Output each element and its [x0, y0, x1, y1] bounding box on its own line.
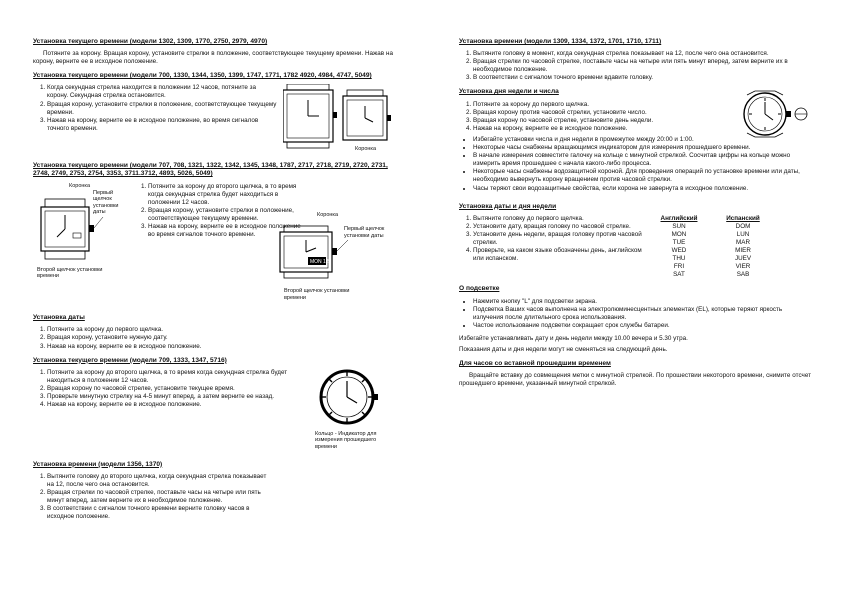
section-heading: Установка времени (модели 1356, 1370): [33, 460, 163, 468]
section-body: Потяните за корону. Вращая корону, установите стрелки в положение, соответствующее текущему времени. Нажав на корону, верните ее в исходное положение.: [33, 50, 393, 66]
bezel-caption: Кольцо - Индикатор для измерения прошедшего времени: [315, 430, 377, 450]
list-item: 1. Потяните за корону до первого щелчка.: [473, 101, 721, 109]
day-date-window: MON 12: [310, 259, 329, 266]
list-item: 3. В соответствии с сигналом точного времени вдавите головку.: [473, 74, 811, 82]
list-item: 2. Вращая корону, установите нужную дату.: [47, 334, 393, 342]
day-es: JUEV: [734, 255, 752, 263]
list-item: • Некоторые часы снабжены водозащитной короной. Для проведения операций по установке времени или даты, необходимо вывернуть корону вращением против часовой стрелки.: [473, 168, 811, 184]
list-item: • Часы теряют свои водозащитные свойства, если корона не завернута в исходное положение.: [473, 185, 811, 193]
list-item: 3. Установите день недели, вращая головку против часовой стрелки.: [473, 231, 643, 247]
list-item: • Избегайте установки числа и дня недели в промежутке между 20:00 и 1:00.: [473, 136, 811, 144]
crown-label: Коронка: [317, 212, 339, 219]
day-en: WED: [671, 247, 687, 255]
day-es: MIER: [735, 247, 751, 255]
list-item: 1. Потяните за корону до второго щелчка, в то время когда секундная стрелка будет находиться в положении 12 часов.: [148, 183, 308, 207]
day-en: THU: [672, 255, 686, 263]
steps-list: [33, 84, 277, 153]
list-item: • В начале измерения совместите галочку на кольце с минутной стрелкой. Сосчитав цифры на кольце можно измерить время прошедшее с начала какого-либо процесса.: [473, 152, 811, 168]
list-item: • Частое использование подсветки сокращает срок службы батареи.: [473, 322, 811, 330]
notes-list: [459, 298, 811, 330]
list-item: 1. Потяните за корону до второго щелчка, в то время когда секундная стрелка будет находиться в положении 12 часов.: [47, 369, 309, 385]
day-es: VIER: [735, 263, 751, 271]
steps-list: [33, 473, 272, 522]
column-header-english: Английский: [660, 214, 698, 222]
watch-illustration: [283, 84, 393, 156]
diver-watch-icon: [319, 369, 379, 429]
rectangular-watch-icon: [278, 222, 358, 286]
day-es: SAB: [736, 271, 750, 279]
section-heading: Установка даты: [33, 314, 85, 322]
list-item: 4. Нажав на корону, верните ее в исходное положение.: [473, 125, 721, 133]
list-item: 1. Вытяните головку до первого щелчка.: [473, 215, 643, 223]
first-click-label: Первый щелчок установки даты: [93, 189, 119, 216]
square-watch-icon: [283, 84, 393, 156]
list-item: 4. Проверьте, на каком языке обозначены день, английском или испанском.: [473, 247, 643, 263]
day-en: SUN: [672, 222, 686, 230]
section-row: [459, 215, 811, 280]
day-es: DOM: [735, 222, 751, 230]
day-en: FRI: [673, 263, 685, 271]
list-item: 1. Вытяните головку до второго щелчка, когда секундная стрелка показывает на 12, после чего она остановится.: [47, 473, 272, 489]
round-watch-icon: [727, 89, 811, 139]
crown-label: Коронка: [69, 182, 91, 189]
section-heading: Установка текущего времени (модели 709, 1333, 1347, 5716): [33, 356, 227, 364]
notes-list: [459, 136, 811, 193]
section-body: Вращайте вставку до совмещения метки с минутной стрелкой. По прошествии некоторого времени, снимите отсчет прошедшего времени, указанный минутной стрелкой.: [459, 372, 811, 388]
list-item: 4. Нажав на корону, верните ее в исходное положение.: [47, 401, 309, 409]
day-es: MAR: [736, 238, 750, 246]
list-item: 1. Когда секундная стрелка находится в положении 12 часов, потяните за корону. Секундная стрелка остановится.: [47, 84, 277, 100]
section-heading: Установка даты и дня недели: [459, 202, 557, 210]
section-heading: Для часов со вставной прошедшим временем: [459, 360, 611, 368]
section-row: [33, 183, 393, 323]
list-item: 3. Нажав на корону, верните ее в исходное положение во время сигналов точного времени.: [148, 223, 308, 239]
day-en: SAT: [673, 271, 685, 279]
first-click-label: Первый щелчок установки даты: [344, 226, 385, 239]
section-row: [33, 369, 393, 459]
section-heading: О подсветке: [459, 285, 500, 293]
steps-list: [33, 326, 393, 350]
section-heading: Установка дня недели и числа: [459, 88, 559, 96]
watch-illustration: [33, 183, 128, 279]
list-item: 2. Установите дату, вращая головку по часовой стрелке.: [473, 223, 643, 231]
day-en: TUE: [672, 238, 686, 246]
second-click-label: Второй щелчок установки времени: [37, 266, 103, 280]
watch-illustration: [727, 89, 811, 133]
steps-list: [459, 50, 811, 82]
left-column: [33, 38, 393, 524]
list-item: 1. Потяните за корону до первого щелчка.: [47, 326, 393, 334]
list-item: • Некоторые часы снабжены вращающимся индикатором для измерения прошедшего времени.: [473, 144, 811, 152]
list-item: 2. Вращая корону, установите стрелки в положение, соответствующее текущему времени.: [148, 207, 308, 223]
list-item: • Подсветка Ваших часов выполнена на электролюминесцентных элементах (EL), которые теряют яркость излучения после длительного срока использования.: [473, 306, 811, 322]
list-item: 2. Вращая корону против часовой стрелки, установите число.: [473, 109, 721, 117]
section-heading: Установка текущего времени (модели 700, 1330, 1344, 1350, 1399, 1747, 1771, 1782 4920, 4984, 4747, 5049): [33, 72, 372, 80]
note-text: Показания даты и дня недели могут не сменяться на следующий день.: [459, 346, 668, 353]
list-item: 3. Проверьте минутную стрелку на 4-5 минут вперед, а затем верните ее назад.: [47, 393, 309, 401]
list-item: • Нажмите кнопку "L" для подсветки экрана.: [473, 298, 811, 306]
right-column: [459, 38, 811, 391]
crown-label: Коронка: [355, 146, 377, 153]
column-header-spanish: Испанский: [726, 214, 760, 222]
section-row: [33, 84, 393, 156]
list-item: 3. Нажав на корону, верните ее в исходное положение, во время сигналов точного времени.: [47, 117, 277, 133]
list-item: 2. Вращая стрелки по часовой стрелке, поставьте часы на четыре или пять минут вперед, затем верните их в необходимое положение.: [473, 58, 811, 74]
section-heading: Установка текущего времени (модели 1302, 1309, 1770, 2750, 2979, 4970): [33, 38, 268, 45]
steps-list: [459, 215, 643, 277]
second-click-label: Второй щелчок установки времени: [284, 288, 350, 301]
list-item: 3. Вращая корону по часовой стрелке, установите день недели.: [473, 117, 721, 125]
note-text: Избегайте устанавливать дату и день недели между 10.00 вечера и 5.30 утра.: [459, 334, 688, 342]
steps-list: [33, 369, 309, 456]
section-body: [134, 183, 393, 323]
day-en: MON: [671, 230, 687, 238]
list-item: 2. Вращая корону, установите стрелки в положение, соответствующее текущему времени.: [47, 101, 277, 117]
rectangular-watch-icon: [37, 197, 107, 267]
watch-illustration: [315, 369, 393, 459]
list-item: 3. Нажав на корону, верните ее в исходное положение.: [47, 343, 393, 351]
section-row: [459, 101, 811, 136]
list-item: 2. Вращая стрелки по часовой стрелке, поставьте часы на четыре или пять минут вперед, затем верните их в необходимое положение.: [47, 489, 272, 505]
section-heading: Установка текущего времени (модели 707, 708, 1321, 1322, 1342, 1345, 1348, 1787, 2717, 2718, 2719, 2720, 2731, 2748, 2749, 2753, 2754, 3353, 3711.3712, 4893, 5026, 5049): [33, 162, 388, 178]
list-item: 2. Вращая корону по часовой стрелке, установите текущее время.: [47, 385, 309, 393]
section-heading: Установка времени (модели 1309, 1334, 1372, 1701, 1710, 1711): [459, 38, 662, 45]
list-item: 1. Вытяните головку в момент, когда секундная стрелка показывает на 12, после чего она остановится.: [473, 50, 811, 58]
weekday-language-table: [649, 215, 773, 280]
list-item: 3. В соответствии с сигналом точного времени верните головку часов в исходное положение.: [47, 505, 272, 521]
day-es: LUN: [736, 230, 750, 238]
steps-list: [459, 101, 721, 133]
